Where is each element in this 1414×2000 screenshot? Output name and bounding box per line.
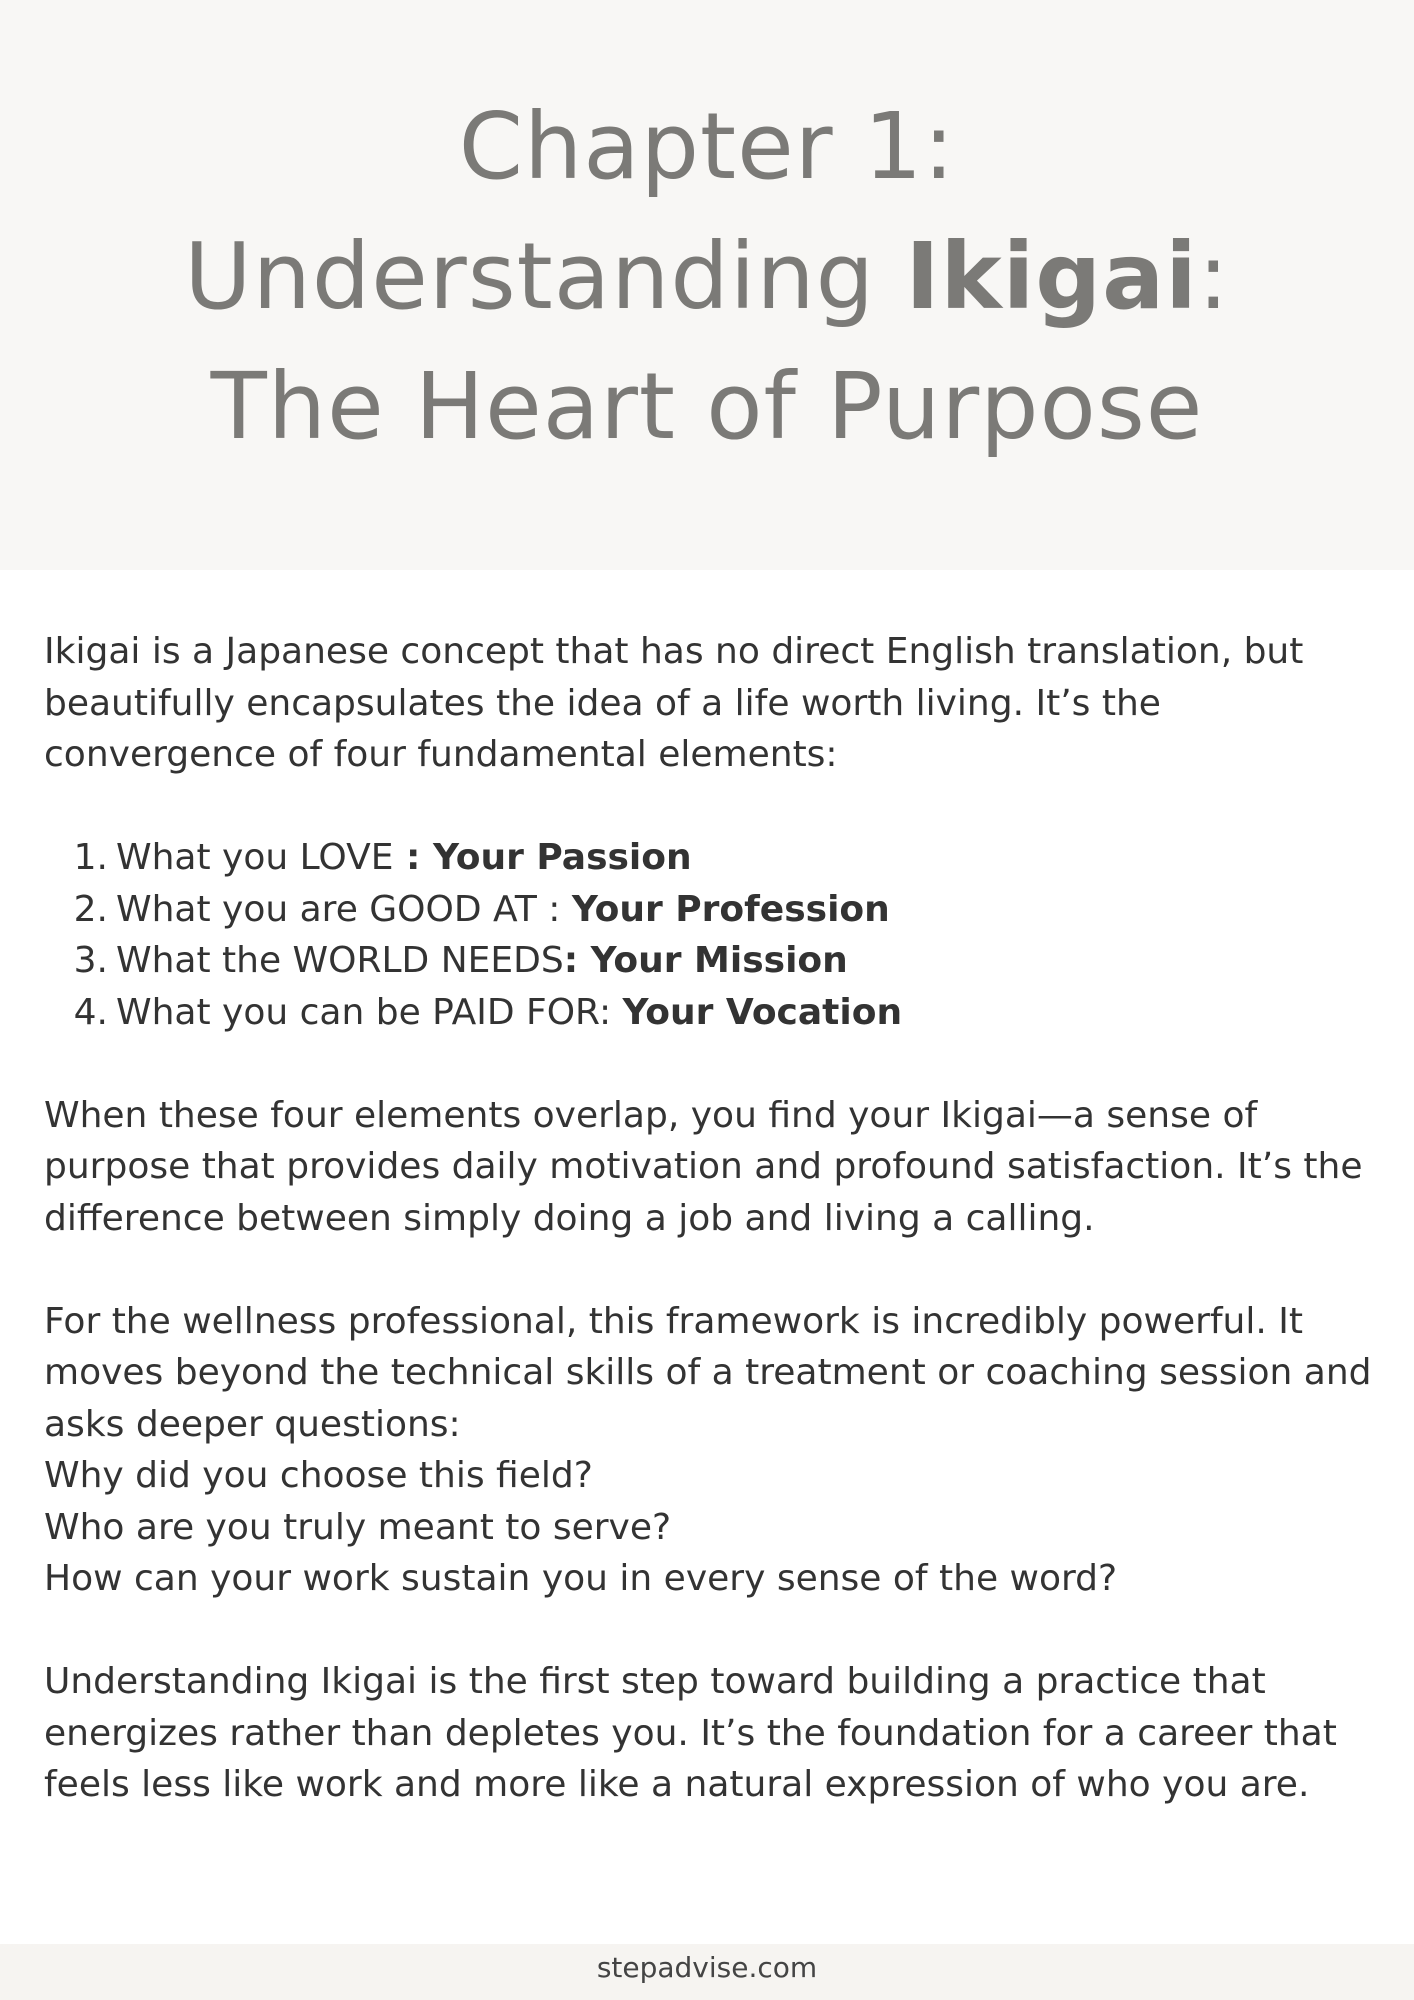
list-item bbox=[44, 832, 1374, 884]
elements-list bbox=[44, 832, 1374, 1038]
chapter-body bbox=[44, 626, 1374, 1811]
overlap-paragraph: When these four elements overlap, you find your Ikigai—a sense of purpose that provides daily motivation and profound satisfaction. It’s the difference between simply doing a job and living a calling. bbox=[44, 1094, 1363, 1239]
title-line-2-post: : bbox=[1197, 223, 1230, 330]
list-item-bold: Your Profession bbox=[571, 888, 890, 930]
list-item-number: 1. bbox=[73, 837, 108, 878]
page-footer bbox=[0, 1944, 1414, 2000]
intro-paragraph: Ikigai is a Japanese concept that has no direct English translation, but beautifully encapsulates the idea of a life worth living. It’s the convergence of four fundamental elements: bbox=[44, 631, 1304, 775]
list-item-text: What the WORLD NEEDS bbox=[116, 940, 564, 981]
list-item-bold: Your Vocation bbox=[622, 991, 903, 1033]
list-item-bold: : Your Mission bbox=[563, 940, 848, 981]
list-item-text: What you LOVE bbox=[116, 837, 394, 878]
chapter-header bbox=[0, 0, 1414, 570]
title-line-3: The Heart of Purpose bbox=[210, 353, 1204, 460]
list-item-bold: : Your Passion bbox=[393, 837, 692, 878]
list-item bbox=[44, 884, 1374, 936]
list-item-number: 4. bbox=[73, 991, 108, 1033]
title-line-1: Chapter 1: bbox=[458, 93, 956, 200]
list-item-number: 3. bbox=[73, 940, 108, 981]
footer-site-link[interactable]: stepadvise.com bbox=[596, 1951, 818, 1984]
closing-paragraph: Understanding Ikigai is the first step toward building a practice that energizes rather than depletes you. It’s the foundation for a career that feels less like work and more like a natural expression of who you are. bbox=[44, 1661, 1337, 1805]
title-line-2-pre: Understanding bbox=[184, 223, 906, 330]
title-line-2-bold: Ikigai bbox=[905, 223, 1198, 330]
list-item-number: 2. bbox=[73, 888, 108, 930]
wellness-paragraph: For the wellness professional, this framework is incredibly powerful. It moves beyond the technical skills of a treatment or coaching session and asks deeper questions: bbox=[44, 1300, 1372, 1445]
question-line: Why did you choose this field? bbox=[44, 1455, 593, 1496]
chapter-title bbox=[0, 82, 1414, 472]
question-line: Who are you truly meant to serve? bbox=[44, 1506, 672, 1548]
list-item-text: What you are GOOD AT : bbox=[116, 888, 572, 930]
list-item bbox=[44, 987, 1374, 1039]
list-item bbox=[44, 935, 1374, 987]
question-line: How can your work sustain you in every sense of the word? bbox=[44, 1558, 1118, 1599]
list-item-text: What you can be PAID FOR: bbox=[116, 991, 623, 1033]
